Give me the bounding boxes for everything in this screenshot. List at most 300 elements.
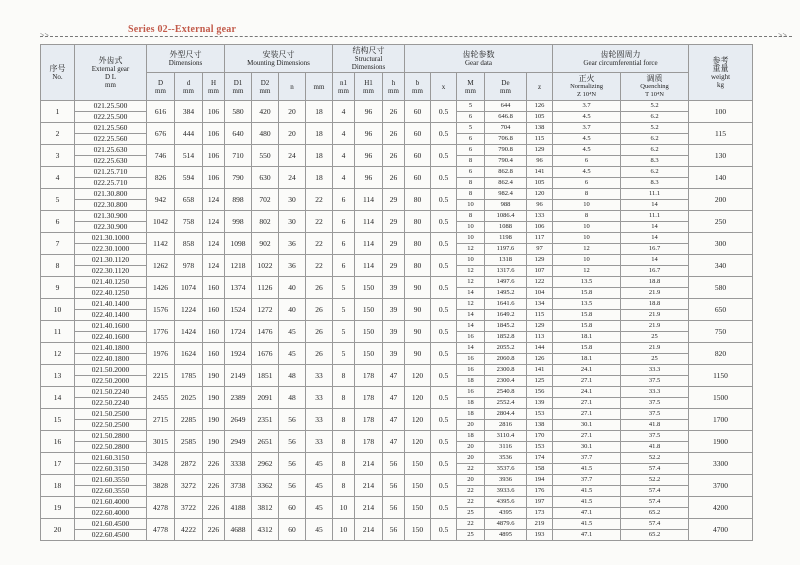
cell-D: 746 — [147, 145, 175, 167]
cell-h: 39 — [383, 299, 405, 321]
cell-gear-M: 12 — [457, 266, 485, 277]
cell-gear-M: 16 — [457, 354, 485, 365]
cell-gear-z: 156 — [527, 387, 553, 398]
cell-gear-z: 105 — [527, 112, 553, 123]
cell-x: 0.5 — [431, 497, 457, 519]
cell-H: 160 — [203, 321, 225, 343]
cell-H1: 114 — [355, 189, 383, 211]
cell-weight: 340 — [689, 255, 753, 277]
cell-mm: 18 — [306, 145, 333, 167]
cell-H: 226 — [203, 519, 225, 541]
table-row — [41, 255, 753, 266]
cell-n1: 6 — [333, 211, 355, 233]
cell-model: 022.30.1000 — [75, 244, 147, 255]
cell-gear-normalizing: 12 — [553, 244, 621, 255]
cell-D1: 2949 — [225, 431, 252, 453]
cell-gear-normalizing: 41.5 — [553, 486, 621, 497]
cell-gear-quenching: 41.8 — [621, 420, 689, 431]
cell-weight: 4200 — [689, 497, 753, 519]
cell-n: 40 — [279, 277, 306, 299]
cell-model: 022.25.710 — [75, 178, 147, 189]
header-De: De mm — [485, 73, 527, 101]
cell-gear-De: 2540.8 — [485, 387, 527, 398]
cell-weight: 3300 — [689, 453, 753, 475]
cell-model: 021.40.1250 — [75, 277, 147, 288]
cell-b: 90 — [405, 343, 431, 365]
cell-gear-De: 1497.6 — [485, 277, 527, 288]
cell-H: 124 — [203, 189, 225, 211]
header-normalizing: 正火 Normalizing Z 10⁴N — [553, 73, 621, 101]
cell-x: 0.5 — [431, 321, 457, 343]
cell-gear-z: 96 — [527, 200, 553, 211]
cell-b: 150 — [405, 475, 431, 497]
cell-b: 80 — [405, 211, 431, 233]
cell-h: 39 — [383, 343, 405, 365]
cell-gear-De: 1649.2 — [485, 310, 527, 321]
cell-mm: 26 — [306, 321, 333, 343]
cell-gear-De: 1852.8 — [485, 332, 527, 343]
cell-no: 13 — [41, 365, 75, 387]
cell-H: 160 — [203, 277, 225, 299]
cell-weight: 1900 — [689, 431, 753, 453]
cell-gear-normalizing: 13.5 — [553, 299, 621, 310]
cell-x: 0.5 — [431, 211, 457, 233]
cell-weight: 650 — [689, 299, 753, 321]
cell-gear-z: 129 — [527, 321, 553, 332]
cell-gear-M: 20 — [457, 420, 485, 431]
cell-H1: 96 — [355, 167, 383, 189]
cell-gear-M: 16 — [457, 387, 485, 398]
cell-D1: 3338 — [225, 453, 252, 475]
cell-gear-De: 862.8 — [485, 167, 527, 178]
cell-d: 444 — [175, 123, 203, 145]
cell-D: 4778 — [147, 519, 175, 541]
cell-gear-De: 3936 — [485, 475, 527, 486]
cell-n1: 4 — [333, 167, 355, 189]
table-row — [41, 189, 753, 200]
cell-gear-M: 10 — [457, 222, 485, 233]
cell-gear-normalizing: 41.5 — [553, 497, 621, 508]
cell-n: 24 — [279, 167, 306, 189]
cell-D2: 1022 — [252, 255, 279, 277]
header-mounting: 安装尺寸 Mounting Dimensions — [225, 45, 333, 73]
cell-gear-De: 3933.6 — [485, 486, 527, 497]
cell-H: 160 — [203, 299, 225, 321]
cell-x: 0.5 — [431, 475, 457, 497]
table-row — [41, 431, 753, 442]
header-d: d mm — [175, 73, 203, 101]
cell-gear-z: 126 — [527, 354, 553, 365]
cell-n: 24 — [279, 145, 306, 167]
cell-no: 6 — [41, 211, 75, 233]
cell-n1: 4 — [333, 123, 355, 145]
cell-weight: 140 — [689, 167, 753, 189]
cell-gear-De: 2804.4 — [485, 409, 527, 420]
cell-weight: 3700 — [689, 475, 753, 497]
table-row — [41, 343, 753, 354]
cell-gear-quenching: 14 — [621, 233, 689, 244]
cell-H1: 96 — [355, 123, 383, 145]
cell-model: 022.50.2800 — [75, 442, 147, 453]
cell-D1: 1218 — [225, 255, 252, 277]
header-model: 外齿式 External gear D L mm — [75, 45, 147, 101]
cell-gear-z: 120 — [527, 189, 553, 200]
cell-H1: 96 — [355, 101, 383, 123]
cell-d: 1785 — [175, 365, 203, 387]
cell-gear-quenching: 14 — [621, 200, 689, 211]
cell-mm: 33 — [306, 409, 333, 431]
cell-D1: 640 — [225, 123, 252, 145]
cell-gear-De: 2552.4 — [485, 398, 527, 409]
cell-gear-normalizing: 10 — [553, 222, 621, 233]
cell-x: 0.5 — [431, 431, 457, 453]
cell-gear-M: 12 — [457, 277, 485, 288]
cell-gear-z: 219 — [527, 519, 553, 530]
cell-n: 56 — [279, 475, 306, 497]
cell-model: 021.50.2000 — [75, 365, 147, 376]
cell-D1: 1724 — [225, 321, 252, 343]
cell-D2: 630 — [252, 167, 279, 189]
cell-h: 47 — [383, 431, 405, 453]
cell-H: 190 — [203, 365, 225, 387]
table-row — [41, 167, 753, 178]
cell-gear-M: 18 — [457, 398, 485, 409]
cell-weight: 580 — [689, 277, 753, 299]
cell-H1: 96 — [355, 145, 383, 167]
cell-mm: 26 — [306, 277, 333, 299]
cell-n1: 8 — [333, 409, 355, 431]
cell-weight: 4700 — [689, 519, 753, 541]
cell-b: 60 — [405, 167, 431, 189]
cell-gear-De: 790.8 — [485, 145, 527, 156]
cell-n: 48 — [279, 387, 306, 409]
cell-n1: 5 — [333, 321, 355, 343]
cell-n1: 5 — [333, 343, 355, 365]
cell-no: 18 — [41, 475, 75, 497]
cell-x: 0.5 — [431, 299, 457, 321]
cell-gear-normalizing: 6 — [553, 156, 621, 167]
cell-x: 0.5 — [431, 189, 457, 211]
cell-n: 20 — [279, 101, 306, 123]
cell-D2: 550 — [252, 145, 279, 167]
cell-model: 021.50.2800 — [75, 431, 147, 442]
cell-gear-normalizing: 15.8 — [553, 288, 621, 299]
header-H: H mm — [203, 73, 225, 101]
cell-model: 021.25.500 — [75, 101, 147, 112]
cell-H: 106 — [203, 145, 225, 167]
cell-gear-quenching: 65.2 — [621, 530, 689, 541]
cell-weight: 115 — [689, 123, 753, 145]
cell-gear-M: 8 — [457, 178, 485, 189]
cell-model: 021.60.3550 — [75, 475, 147, 486]
cell-n: 36 — [279, 233, 306, 255]
cell-gear-quenching: 6.2 — [621, 167, 689, 178]
cell-n1: 8 — [333, 475, 355, 497]
cell-d: 2872 — [175, 453, 203, 475]
cell-gear-M: 12 — [457, 244, 485, 255]
cell-h: 47 — [383, 365, 405, 387]
cell-b: 150 — [405, 453, 431, 475]
cell-gear-z: 133 — [527, 211, 553, 222]
cell-gear-M: 14 — [457, 321, 485, 332]
header-n1: n1 mm — [333, 73, 355, 101]
cell-h: 26 — [383, 145, 405, 167]
cell-gear-quenching: 5.2 — [621, 123, 689, 134]
cell-H: 190 — [203, 431, 225, 453]
cell-gear-quenching: 16.7 — [621, 266, 689, 277]
table-row — [41, 145, 753, 156]
cell-model: 021.50.2240 — [75, 387, 147, 398]
cell-gear-normalizing: 30.1 — [553, 442, 621, 453]
cell-gear-z: 105 — [527, 178, 553, 189]
cell-b: 90 — [405, 299, 431, 321]
cell-gear-z: 197 — [527, 497, 553, 508]
cell-gear-De: 1641.6 — [485, 299, 527, 310]
cell-b: 80 — [405, 233, 431, 255]
cell-d: 978 — [175, 255, 203, 277]
cell-weight: 200 — [689, 189, 753, 211]
cell-gear-normalizing: 47.1 — [553, 530, 621, 541]
cell-h: 29 — [383, 233, 405, 255]
cell-n: 56 — [279, 431, 306, 453]
cell-D1: 790 — [225, 167, 252, 189]
cell-b: 80 — [405, 189, 431, 211]
cell-gear-quenching: 37.5 — [621, 431, 689, 442]
cell-gear-De: 3536 — [485, 453, 527, 464]
cell-gear-normalizing: 37.7 — [553, 453, 621, 464]
cell-gear-z: 141 — [527, 167, 553, 178]
cell-gear-z: 158 — [527, 464, 553, 475]
cell-mm: 18 — [306, 101, 333, 123]
cell-H: 106 — [203, 101, 225, 123]
cell-gear-normalizing: 4.5 — [553, 145, 621, 156]
cell-x: 0.5 — [431, 365, 457, 387]
header-mm: mm — [306, 73, 333, 101]
cell-model: 021.30.900 — [75, 211, 147, 222]
cell-n1: 8 — [333, 431, 355, 453]
cell-gear-quenching: 16.7 — [621, 244, 689, 255]
cell-no: 11 — [41, 321, 75, 343]
cell-gear-z: 144 — [527, 343, 553, 354]
header-structural: 结构尺寸 Structural Dimensions — [333, 45, 405, 73]
cell-no: 4 — [41, 167, 75, 189]
cell-mm: 18 — [306, 167, 333, 189]
cell-no: 17 — [41, 453, 75, 475]
cell-gear-z: 138 — [527, 123, 553, 134]
cell-D: 942 — [147, 189, 175, 211]
cell-D2: 1126 — [252, 277, 279, 299]
cell-gear-quenching: 65.2 — [621, 508, 689, 519]
cell-model: 022.60.3150 — [75, 464, 147, 475]
cell-no: 8 — [41, 255, 75, 277]
cell-gear-normalizing: 41.5 — [553, 464, 621, 475]
cell-gear-normalizing: 4.5 — [553, 112, 621, 123]
cell-gear-M: 14 — [457, 310, 485, 321]
cell-D: 1426 — [147, 277, 175, 299]
cell-model: 022.30.1120 — [75, 266, 147, 277]
cell-gear-De: 2055.2 — [485, 343, 527, 354]
cell-D2: 2651 — [252, 431, 279, 453]
table-row — [41, 321, 753, 332]
cell-d: 514 — [175, 145, 203, 167]
cell-gear-z: 194 — [527, 475, 553, 486]
cell-model: 021.60.4500 — [75, 519, 147, 530]
cell-gear-quenching: 33.3 — [621, 365, 689, 376]
header-quenching: 调质 Quenching T 10⁴N — [621, 73, 689, 101]
cell-b: 150 — [405, 519, 431, 541]
cell-gear-normalizing: 13.5 — [553, 277, 621, 288]
cell-D2: 3812 — [252, 497, 279, 519]
cell-x: 0.5 — [431, 101, 457, 123]
cell-gear-z: 107 — [527, 266, 553, 277]
cell-D2: 702 — [252, 189, 279, 211]
series-title: Series 02--External gear — [128, 24, 237, 35]
cell-model: 022.40.1400 — [75, 310, 147, 321]
cell-weight: 750 — [689, 321, 753, 343]
cell-D2: 1272 — [252, 299, 279, 321]
cell-gear-z: 115 — [527, 134, 553, 145]
cell-d: 4222 — [175, 519, 203, 541]
cell-n: 56 — [279, 453, 306, 475]
cell-gear-z: 96 — [527, 156, 553, 167]
cell-H: 226 — [203, 475, 225, 497]
cell-model: 021.25.710 — [75, 167, 147, 178]
cell-H1: 150 — [355, 277, 383, 299]
cell-gear-quenching: 8.3 — [621, 156, 689, 167]
cell-gear-z: 173 — [527, 508, 553, 519]
cell-gear-De: 3110.4 — [485, 431, 527, 442]
cell-gear-normalizing: 8 — [553, 189, 621, 200]
cell-mm: 33 — [306, 387, 333, 409]
cell-D2: 2091 — [252, 387, 279, 409]
cell-no: 2 — [41, 123, 75, 145]
cell-gear-M: 22 — [457, 519, 485, 530]
cell-h: 26 — [383, 123, 405, 145]
cell-h: 29 — [383, 211, 405, 233]
cell-gear-z: 126 — [527, 101, 553, 112]
cell-gear-normalizing: 8 — [553, 211, 621, 222]
cell-model: 022.30.800 — [75, 200, 147, 211]
cell-gear-z: 125 — [527, 376, 553, 387]
cell-D1: 2649 — [225, 409, 252, 431]
cell-gear-normalizing: 4.5 — [553, 134, 621, 145]
cell-weight: 100 — [689, 101, 753, 123]
cell-H1: 214 — [355, 475, 383, 497]
cell-gear-quenching: 57.4 — [621, 497, 689, 508]
cell-gear-quenching: 25 — [621, 354, 689, 365]
cell-d: 594 — [175, 167, 203, 189]
table-row — [41, 299, 753, 310]
cell-H: 226 — [203, 497, 225, 519]
cell-b: 60 — [405, 123, 431, 145]
cell-h: 56 — [383, 519, 405, 541]
cell-model: 022.50.2240 — [75, 398, 147, 409]
cell-mm: 18 — [306, 123, 333, 145]
cell-n: 40 — [279, 299, 306, 321]
cell-D: 616 — [147, 101, 175, 123]
cell-gear-M: 22 — [457, 486, 485, 497]
cell-D2: 480 — [252, 123, 279, 145]
cell-gear-M: 20 — [457, 453, 485, 464]
table-row — [41, 101, 753, 112]
cell-gear-quenching: 57.4 — [621, 486, 689, 497]
cell-D2: 420 — [252, 101, 279, 123]
cell-gear-quenching: 41.8 — [621, 442, 689, 453]
cell-weight: 300 — [689, 233, 753, 255]
cell-gear-De: 4879.6 — [485, 519, 527, 530]
cell-D: 2455 — [147, 387, 175, 409]
table-row — [41, 475, 753, 486]
cell-H: 190 — [203, 409, 225, 431]
cell-gear-De: 4895 — [485, 530, 527, 541]
cell-gear-De: 1086.4 — [485, 211, 527, 222]
cell-gear-De: 4395.6 — [485, 497, 527, 508]
cell-no: 10 — [41, 299, 75, 321]
header-no: 序号 No. — [41, 45, 75, 101]
cell-gear-M: 16 — [457, 365, 485, 376]
cell-d: 858 — [175, 233, 203, 255]
cell-H: 160 — [203, 343, 225, 365]
header-H1: H1 mm — [355, 73, 383, 101]
cell-weight: 1500 — [689, 387, 753, 409]
cell-D: 2715 — [147, 409, 175, 431]
cell-x: 0.5 — [431, 519, 457, 541]
cell-b: 60 — [405, 145, 431, 167]
cell-D: 826 — [147, 167, 175, 189]
table-row — [41, 211, 753, 222]
cell-gear-normalizing: 18.1 — [553, 332, 621, 343]
arrow-left-marker: >> — [40, 31, 50, 40]
cell-b: 60 — [405, 101, 431, 123]
cell-no: 12 — [41, 343, 75, 365]
header-x: x — [431, 73, 457, 101]
cell-d: 3272 — [175, 475, 203, 497]
cell-gear-quenching: 14 — [621, 222, 689, 233]
cell-model: 022.50.2000 — [75, 376, 147, 387]
cell-D1: 1098 — [225, 233, 252, 255]
cell-x: 0.5 — [431, 145, 457, 167]
cell-no: 9 — [41, 277, 75, 299]
cell-D1: 580 — [225, 101, 252, 123]
cell-d: 1074 — [175, 277, 203, 299]
cell-x: 0.5 — [431, 409, 457, 431]
cell-n1: 4 — [333, 145, 355, 167]
cell-gear-M: 25 — [457, 508, 485, 519]
cell-gear-normalizing: 6 — [553, 178, 621, 189]
cell-no: 3 — [41, 145, 75, 167]
table-row — [41, 277, 753, 288]
table-row — [41, 233, 753, 244]
cell-gear-De: 704 — [485, 123, 527, 134]
header-h: h mm — [383, 73, 405, 101]
cell-gear-De: 644 — [485, 101, 527, 112]
cell-n: 56 — [279, 409, 306, 431]
header-force: 齿轮圆周力 Gear circumferential force — [553, 45, 689, 73]
cell-gear-normalizing: 37.7 — [553, 475, 621, 486]
cell-model: 022.40.1250 — [75, 288, 147, 299]
cell-D2: 1851 — [252, 365, 279, 387]
cell-model: 022.40.1600 — [75, 332, 147, 343]
cell-H: 124 — [203, 233, 225, 255]
cell-model: 022.60.3550 — [75, 486, 147, 497]
cell-gear-z: 141 — [527, 365, 553, 376]
cell-model: 022.50.2500 — [75, 420, 147, 431]
cell-H1: 214 — [355, 453, 383, 475]
cell-gear-z: 117 — [527, 233, 553, 244]
cell-model: 021.40.1800 — [75, 343, 147, 354]
cell-h: 26 — [383, 101, 405, 123]
cell-D2: 3362 — [252, 475, 279, 497]
